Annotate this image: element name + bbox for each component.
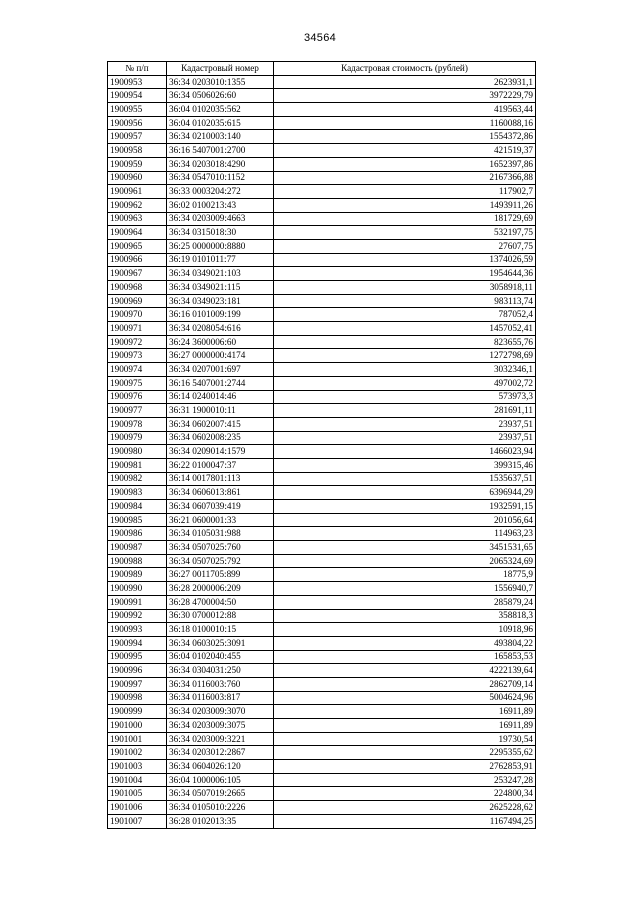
row-index: 1900992 bbox=[108, 609, 167, 623]
row-index: 1900961 bbox=[108, 185, 167, 199]
row-index: 1900964 bbox=[108, 226, 167, 240]
table-row bbox=[108, 335, 536, 349]
row-index: 1900989 bbox=[108, 568, 167, 582]
row-index: 1900999 bbox=[108, 705, 167, 719]
table-row bbox=[108, 541, 536, 555]
cadastral-value: 285879,24 bbox=[274, 595, 536, 609]
cadastral-value: 2625228,62 bbox=[274, 801, 536, 815]
cadastral-number: 36:34 0603025:3091 bbox=[167, 636, 274, 650]
cadastral-value: 1466023,94 bbox=[274, 445, 536, 459]
table-row bbox=[108, 691, 536, 705]
cadastral-number: 36:34 0203009:3070 bbox=[167, 705, 274, 719]
row-index: 1900954 bbox=[108, 89, 167, 103]
cadastral-number: 36:04 0102035:562 bbox=[167, 103, 274, 117]
cadastral-number: 36:28 4700004:50 bbox=[167, 595, 274, 609]
cadastral-value: 1374026,59 bbox=[274, 253, 536, 267]
cadastral-value: 2167366,88 bbox=[274, 171, 536, 185]
cadastral-value: 1932591,15 bbox=[274, 500, 536, 514]
row-index: 1900979 bbox=[108, 431, 167, 445]
table-row bbox=[108, 814, 536, 828]
cadastral-value: 281691,11 bbox=[274, 404, 536, 418]
row-index: 1900978 bbox=[108, 417, 167, 431]
cadastral-value: 253247,28 bbox=[274, 773, 536, 787]
table-row bbox=[108, 787, 536, 801]
cadastral-number: 36:19 0101011:77 bbox=[167, 253, 274, 267]
row-index: 1900965 bbox=[108, 239, 167, 253]
table-row bbox=[108, 650, 536, 664]
table-row bbox=[108, 595, 536, 609]
table-row bbox=[108, 500, 536, 514]
row-index: 1900957 bbox=[108, 130, 167, 144]
cadastral-value: 3058918,11 bbox=[274, 281, 536, 295]
table-row bbox=[108, 568, 536, 582]
cadastral-number: 36:34 0606013:861 bbox=[167, 486, 274, 500]
cadastral-number: 36:16 0101009:199 bbox=[167, 308, 274, 322]
row-index: 1901003 bbox=[108, 760, 167, 774]
table-row bbox=[108, 89, 536, 103]
cadastral-value: 117902,7 bbox=[274, 185, 536, 199]
cadastral-number: 36:02 0100213:43 bbox=[167, 198, 274, 212]
table-row bbox=[108, 458, 536, 472]
table-row bbox=[108, 801, 536, 815]
row-index: 1900974 bbox=[108, 363, 167, 377]
table-row bbox=[108, 664, 536, 678]
row-index: 1900955 bbox=[108, 103, 167, 117]
table-row bbox=[108, 760, 536, 774]
cadastral-value: 1554372,86 bbox=[274, 130, 536, 144]
cadastral-value: 823655,76 bbox=[274, 335, 536, 349]
cadastral-value: 3032346,1 bbox=[274, 363, 536, 377]
row-index: 1901004 bbox=[108, 773, 167, 787]
cadastral-number: 36:27 0000000:4174 bbox=[167, 349, 274, 363]
table-row bbox=[108, 75, 536, 89]
cadastral-number: 36:34 0602008:235 bbox=[167, 431, 274, 445]
cadastral-number: 36:34 0507025:792 bbox=[167, 554, 274, 568]
column-header-cadastral-number: Кадастровый номер bbox=[167, 62, 274, 76]
table-row bbox=[108, 677, 536, 691]
table-row bbox=[108, 171, 536, 185]
cadastral-number: 36:34 0209014:1579 bbox=[167, 445, 274, 459]
cadastral-value: 10918,96 bbox=[274, 623, 536, 637]
cadastral-number: 36:14 0017801:113 bbox=[167, 472, 274, 486]
row-index: 1900958 bbox=[108, 144, 167, 158]
row-index: 1900994 bbox=[108, 636, 167, 650]
cadastral-number: 36:34 0208054:616 bbox=[167, 322, 274, 336]
cadastral-number: 36:34 0547010:1152 bbox=[167, 171, 274, 185]
table-row bbox=[108, 609, 536, 623]
cadastral-number: 36:30 0700012:88 bbox=[167, 609, 274, 623]
cadastral-value: 1167494,25 bbox=[274, 814, 536, 828]
cadastral-number: 36:34 0116003:760 bbox=[167, 677, 274, 691]
row-index: 1900980 bbox=[108, 445, 167, 459]
cadastral-value: 5004624,96 bbox=[274, 691, 536, 705]
cadastral-number: 36:34 0207001:697 bbox=[167, 363, 274, 377]
row-index: 1900962 bbox=[108, 198, 167, 212]
row-index: 1900977 bbox=[108, 404, 167, 418]
cadastral-number: 36:34 0507019:2665 bbox=[167, 787, 274, 801]
table-row bbox=[108, 185, 536, 199]
row-index: 1900959 bbox=[108, 157, 167, 171]
table-row bbox=[108, 719, 536, 733]
row-index: 1900969 bbox=[108, 294, 167, 308]
cadastral-number: 36:34 0105010:2226 bbox=[167, 801, 274, 815]
row-index: 1900993 bbox=[108, 623, 167, 637]
cadastral-value: 2295355,62 bbox=[274, 746, 536, 760]
table-row bbox=[108, 445, 536, 459]
table-row bbox=[108, 239, 536, 253]
table-row bbox=[108, 582, 536, 596]
table-row bbox=[108, 130, 536, 144]
cadastral-value: 1652397,86 bbox=[274, 157, 536, 171]
row-index: 1900991 bbox=[108, 595, 167, 609]
row-index: 1900973 bbox=[108, 349, 167, 363]
cadastral-value: 2623931,1 bbox=[274, 75, 536, 89]
cadastral-number: 36:22 0100047:37 bbox=[167, 458, 274, 472]
table-row bbox=[108, 554, 536, 568]
cadastral-value: 16911,89 bbox=[274, 719, 536, 733]
cadastral-value: 2862709,14 bbox=[274, 677, 536, 691]
cadastral-value: 1493911,26 bbox=[274, 198, 536, 212]
table-row bbox=[108, 623, 536, 637]
cadastral-value: 4222139,64 bbox=[274, 664, 536, 678]
table-row bbox=[108, 746, 536, 760]
row-index: 1900976 bbox=[108, 390, 167, 404]
table-row bbox=[108, 376, 536, 390]
row-index: 1900953 bbox=[108, 75, 167, 89]
table-row bbox=[108, 253, 536, 267]
table-row bbox=[108, 144, 536, 158]
table-row bbox=[108, 705, 536, 719]
cadastral-value: 201056,64 bbox=[274, 513, 536, 527]
cadastral-value: 497002,72 bbox=[274, 376, 536, 390]
row-index: 1900985 bbox=[108, 513, 167, 527]
cadastral-number: 36:34 0116003:817 bbox=[167, 691, 274, 705]
cadastral-number: 36:34 0203009:3075 bbox=[167, 719, 274, 733]
cadastral-number: 36:33 0003204:272 bbox=[167, 185, 274, 199]
page-number: 34564 bbox=[303, 32, 337, 44]
row-index: 1900998 bbox=[108, 691, 167, 705]
cadastral-number: 36:31 1900010:11 bbox=[167, 404, 274, 418]
cadastral-value: 27607,75 bbox=[274, 239, 536, 253]
table-header-row bbox=[108, 62, 536, 76]
cadastral-number: 36:34 0203009:4663 bbox=[167, 212, 274, 226]
cadastral-number: 36:34 0203012:2867 bbox=[167, 746, 274, 760]
table-row bbox=[108, 226, 536, 240]
table-row bbox=[108, 281, 536, 295]
table-row bbox=[108, 294, 536, 308]
cadastral-number: 36:34 0506026:60 bbox=[167, 89, 274, 103]
table-row bbox=[108, 417, 536, 431]
row-index: 1901006 bbox=[108, 801, 167, 815]
row-index: 1900966 bbox=[108, 253, 167, 267]
column-header-index: № п/п bbox=[108, 62, 167, 76]
table-row bbox=[108, 349, 536, 363]
row-index: 1900972 bbox=[108, 335, 167, 349]
cadastral-value: 573973,3 bbox=[274, 390, 536, 404]
cadastral-number: 36:04 1000006:105 bbox=[167, 773, 274, 787]
cadastral-value-table bbox=[107, 61, 536, 829]
table-row bbox=[108, 513, 536, 527]
cadastral-number: 36:34 0315018:30 bbox=[167, 226, 274, 240]
table-body bbox=[108, 75, 536, 828]
table-row bbox=[108, 431, 536, 445]
cadastral-number: 36:34 0604026:120 bbox=[167, 760, 274, 774]
cadastral-value: 983113,74 bbox=[274, 294, 536, 308]
row-index: 1900968 bbox=[108, 281, 167, 295]
cadastral-value: 1272798,69 bbox=[274, 349, 536, 363]
table-row bbox=[108, 527, 536, 541]
cadastral-value: 16911,89 bbox=[274, 705, 536, 719]
row-index: 1900975 bbox=[108, 376, 167, 390]
cadastral-value: 419563,44 bbox=[274, 103, 536, 117]
table-row bbox=[108, 732, 536, 746]
cadastral-value: 1535637,51 bbox=[274, 472, 536, 486]
cadastral-number: 36:34 0349021:103 bbox=[167, 267, 274, 281]
row-index: 1900960 bbox=[108, 171, 167, 185]
row-index: 1901005 bbox=[108, 787, 167, 801]
cadastral-number: 36:21 0600001:33 bbox=[167, 513, 274, 527]
row-index: 1900956 bbox=[108, 116, 167, 130]
table-row bbox=[108, 267, 536, 281]
cadastral-value: 358818,3 bbox=[274, 609, 536, 623]
table-row bbox=[108, 116, 536, 130]
table-row bbox=[108, 773, 536, 787]
cadastral-value: 3451531,65 bbox=[274, 541, 536, 555]
cadastral-value: 2762853,91 bbox=[274, 760, 536, 774]
row-index: 1900967 bbox=[108, 267, 167, 281]
cadastral-number: 36:14 0240014:46 bbox=[167, 390, 274, 404]
cadastral-number: 36:24 3600006:60 bbox=[167, 335, 274, 349]
cadastral-number: 36:34 0507025:760 bbox=[167, 541, 274, 555]
row-index: 1901002 bbox=[108, 746, 167, 760]
row-index: 1900970 bbox=[108, 308, 167, 322]
cadastral-number: 36:04 0102040:455 bbox=[167, 650, 274, 664]
row-index: 1900988 bbox=[108, 554, 167, 568]
cadastral-number: 36:34 0203018:4290 bbox=[167, 157, 274, 171]
cadastral-value: 2065324,69 bbox=[274, 554, 536, 568]
cadastral-number: 36:34 0203009:3221 bbox=[167, 732, 274, 746]
row-index: 1900983 bbox=[108, 486, 167, 500]
cadastral-number: 36:18 0100010:15 bbox=[167, 623, 274, 637]
row-index: 1900986 bbox=[108, 527, 167, 541]
table-row bbox=[108, 636, 536, 650]
cadastral-value: 3972229,79 bbox=[274, 89, 536, 103]
cadastral-number: 36:25 0000000:8880 bbox=[167, 239, 274, 253]
cadastral-value: 532197,75 bbox=[274, 226, 536, 240]
table-row bbox=[108, 157, 536, 171]
cadastral-value: 23937,51 bbox=[274, 417, 536, 431]
cadastral-number: 36:16 5407001:2744 bbox=[167, 376, 274, 390]
row-index: 1900990 bbox=[108, 582, 167, 596]
row-index: 1900982 bbox=[108, 472, 167, 486]
cadastral-value: 165853,53 bbox=[274, 650, 536, 664]
cadastral-value: 181729,69 bbox=[274, 212, 536, 226]
table-row bbox=[108, 198, 536, 212]
cadastral-value: 399315,46 bbox=[274, 458, 536, 472]
cadastral-value: 18775,9 bbox=[274, 568, 536, 582]
cadastral-number: 36:34 0602007:415 bbox=[167, 417, 274, 431]
table-row bbox=[108, 390, 536, 404]
cadastral-value: 787052,4 bbox=[274, 308, 536, 322]
cadastral-value: 224800,34 bbox=[274, 787, 536, 801]
table-row bbox=[108, 212, 536, 226]
cadastral-value: 19730,54 bbox=[274, 732, 536, 746]
cadastral-value: 114963,23 bbox=[274, 527, 536, 541]
table-row bbox=[108, 103, 536, 117]
row-index: 1900971 bbox=[108, 322, 167, 336]
table-row bbox=[108, 404, 536, 418]
row-index: 1900981 bbox=[108, 458, 167, 472]
table-row bbox=[108, 308, 536, 322]
row-index: 1901007 bbox=[108, 814, 167, 828]
cadastral-number: 36:28 0102013:35 bbox=[167, 814, 274, 828]
cadastral-number: 36:34 0210003:140 bbox=[167, 130, 274, 144]
table-row bbox=[108, 363, 536, 377]
row-index: 1900984 bbox=[108, 500, 167, 514]
cadastral-number: 36:16 5407001:2700 bbox=[167, 144, 274, 158]
row-index: 1901000 bbox=[108, 719, 167, 733]
cadastral-value: 23937,51 bbox=[274, 431, 536, 445]
table-row bbox=[108, 486, 536, 500]
cadastral-number: 36:28 2000006:209 bbox=[167, 582, 274, 596]
row-index: 1900987 bbox=[108, 541, 167, 555]
column-header-cadastral-value: Кадастровая стоимость (рублей) bbox=[274, 62, 536, 76]
row-index: 1900996 bbox=[108, 664, 167, 678]
cadastral-number: 36:34 0304031:250 bbox=[167, 664, 274, 678]
cadastral-number: 36:34 0607039:419 bbox=[167, 500, 274, 514]
table-row bbox=[108, 472, 536, 486]
cadastral-value: 1457052,41 bbox=[274, 322, 536, 336]
cadastral-value: 1160088,16 bbox=[274, 116, 536, 130]
table-row bbox=[108, 322, 536, 336]
cadastral-number: 36:27 0011705:899 bbox=[167, 568, 274, 582]
cadastral-value: 1556940,7 bbox=[274, 582, 536, 596]
row-index: 1900997 bbox=[108, 677, 167, 691]
row-index: 1900995 bbox=[108, 650, 167, 664]
cadastral-value: 6396944,29 bbox=[274, 486, 536, 500]
cadastral-value: 421519,37 bbox=[274, 144, 536, 158]
cadastral-number: 36:34 0203010:1355 bbox=[167, 75, 274, 89]
cadastral-number: 36:04 0102035:615 bbox=[167, 116, 274, 130]
cadastral-value: 1954644,36 bbox=[274, 267, 536, 281]
row-index: 1900963 bbox=[108, 212, 167, 226]
row-index: 1901001 bbox=[108, 732, 167, 746]
cadastral-number: 36:34 0349021:115 bbox=[167, 281, 274, 295]
cadastral-value: 493804,22 bbox=[274, 636, 536, 650]
cadastral-number: 36:34 0349023:181 bbox=[167, 294, 274, 308]
cadastral-number: 36:34 0105031:988 bbox=[167, 527, 274, 541]
